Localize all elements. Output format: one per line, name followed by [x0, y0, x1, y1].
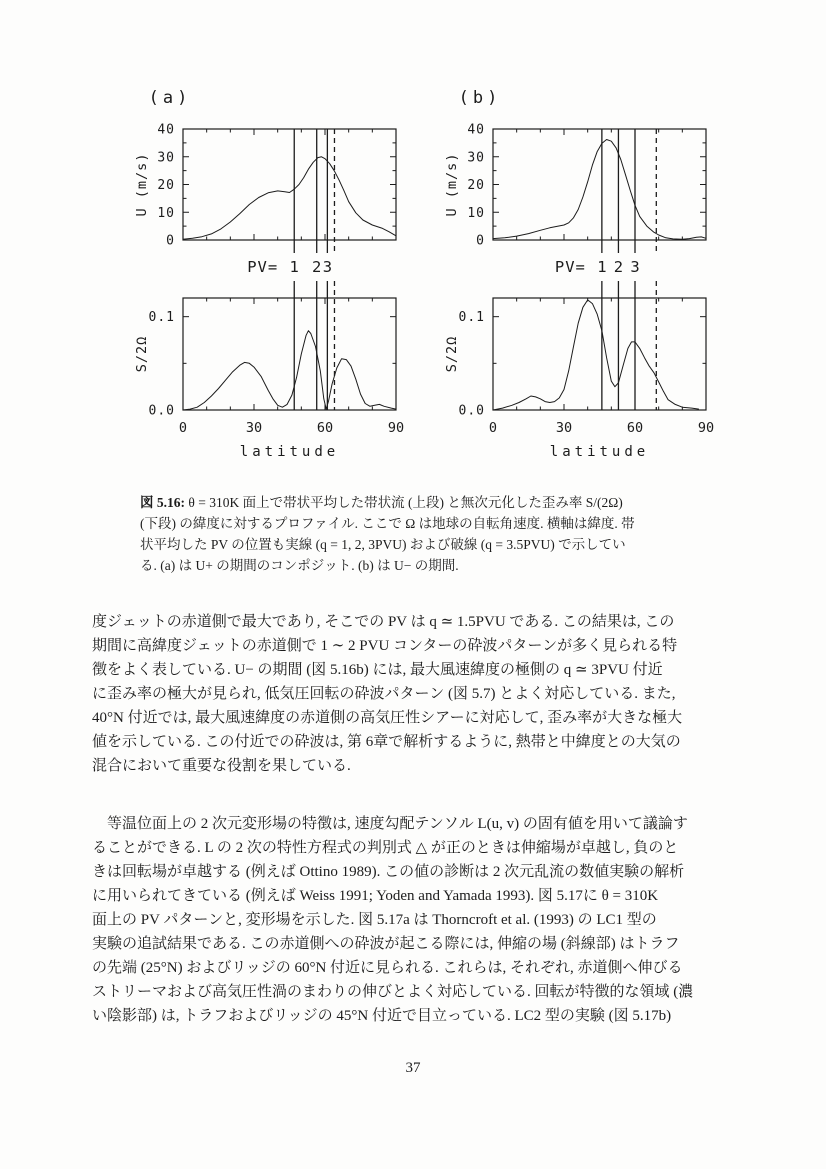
y-tick-label: 30 [467, 150, 485, 166]
pv-prefix-label: PV= [554, 258, 586, 276]
profile-curve [183, 157, 396, 239]
lower-plot-strain [444, 298, 714, 460]
panel-b-plot [438, 85, 748, 467]
caption-line: 状平均した PV の位置も実線 (q = 1, 2, 3PVU) および破線 (q = 3.5PVU) で示してい [140, 537, 626, 552]
y-tick-label: 20 [157, 178, 175, 193]
caption-line: (下段) の緯度に対するプロファイル. ここで Ω は地球の自転角速度. 横軸は緯度. 帯 [140, 516, 635, 531]
panel-a-plot [128, 85, 438, 467]
body-line: 実験の追試結果である. この赤道側への砕波が起こる際には, 伸縮の場 (斜線部) はトラフ [92, 936, 680, 952]
body-line: 期間に高緯度ジェットの赤道側で 1 ∼ 2 PVU コンターの砕波パターンが多く見られる特 [92, 638, 678, 654]
y-axis-title: S/2Ω [134, 335, 150, 373]
plot-frame [183, 298, 396, 410]
body-line: 面上の PV パターンと, 変形場を示した. 図 5.17a は Thorncroft et al. (1993) の LC1 型の [92, 912, 657, 928]
body-line: に用いられてきている (例えば Weiss 1991; Yoden and Yamada 1993). 図 5.17に θ = 310K [92, 888, 659, 904]
pv-contour-label: 3 [322, 258, 333, 276]
figure-caption [140, 492, 725, 576]
x-tick-label: 60 [316, 420, 334, 436]
body-paragraph-1 [92, 610, 742, 778]
y-axis-title: S/2Ω [444, 335, 460, 373]
x-tick-label: 90 [697, 420, 715, 436]
profile-curve [183, 331, 396, 410]
page-number: 37 [405, 1060, 421, 1076]
pv-reference-lines [602, 129, 656, 410]
y-tick-label: 30 [157, 150, 175, 166]
y-tick-label: 40 [467, 122, 485, 138]
body-line: ストリーマおよび高気圧性渦のまわりの伸びとよく対応している. 回転が特徴的な領域 (濃 [92, 984, 694, 1000]
pv-contour-label: 1 [597, 258, 607, 276]
profile-curve [493, 140, 706, 240]
lower-plot-strain [134, 298, 404, 460]
panel-label: (b) [458, 88, 502, 108]
panel-label: (a) [148, 88, 192, 108]
x-axis-title: latitude [239, 444, 340, 460]
body-line: い陰影部) は, トラフおよびリッジの 45°N 付近で目立っている. LC2 型の実験 (図 5.17b) [92, 1008, 672, 1024]
profile-curve [493, 300, 699, 410]
caption-text: θ = 310K 面上で帯状平均した帯状流 (上段) と無次元化した歪み率 S/(2Ω) [185, 495, 623, 510]
y-tick-label: 0.1 [148, 310, 175, 326]
pv-prefix-label: PV= [247, 258, 279, 276]
body-line: に歪み率の極大が見られ, 低気圧回転の砕波パターン (図 5.7) とよく対応している. また, [92, 686, 676, 702]
pv-contour-label: 1 [289, 258, 299, 276]
figure-panel-b [438, 85, 748, 472]
body-line: 等温位面上の 2 次元変形場の特徴は, 速度勾配テンソル L(u, v) の固有値を用いて議論す [92, 816, 688, 832]
y-axis-title: U (m/s) [444, 152, 460, 217]
caption-line [140, 492, 725, 513]
y-tick-label: 0.0 [458, 403, 485, 419]
y-tick-label: 0 [166, 233, 175, 249]
body-line: きは回転場が卓越する (例えば Ottino 1989). この値の診断は 2 次元乱流の数値実験の解析 [92, 864, 685, 880]
y-axis-title: U (m/s) [134, 152, 150, 217]
plot-frame [493, 129, 706, 240]
body-line: 徴をよく表している. U− の期間 (図 5.16b) には, 最大風速緯度の極側の q ≃ 3PVU 付近 [92, 662, 663, 678]
upper-plot-u [444, 123, 706, 249]
figure-panel-a [128, 85, 438, 472]
body-line: 値を示している. この付近での砕波は, 第 6章で解析するように, 熱帯と中緯度との大気の [92, 734, 681, 750]
upper-plot-u [134, 123, 396, 249]
body-line: 度ジェットの赤道側で最大であり, そこでの PV は q ≃ 1.5PVU である. この結果は, この [92, 614, 675, 630]
pv-contour-label: 2 [613, 258, 624, 276]
y-tick-label: 40 [157, 122, 175, 138]
body-line: 40°N 付近では, 最大風速緯度の赤道側の高気圧性シアーに対応して, 歪み率が大きな極大 [92, 710, 683, 726]
y-tick-label: 20 [467, 178, 485, 193]
body-line: ることができる. L の 2 次の特性方程式の判別式 △ が正のときは伸縮場が卓越し, 負のと [92, 840, 679, 856]
x-tick-label: 60 [626, 420, 644, 436]
y-tick-label: 0 [476, 233, 485, 249]
y-tick-label: 10 [467, 205, 485, 221]
y-tick-label: 0.0 [148, 403, 175, 419]
x-tick-label: 0 [178, 420, 188, 436]
figure-number: 図 5.16: [140, 495, 185, 510]
body-paragraph-2 [92, 812, 742, 1028]
plot-frame [183, 129, 396, 240]
x-tick-label: 90 [387, 420, 405, 436]
x-axis-title: latitude [549, 444, 650, 460]
x-tick-label: 0 [488, 420, 498, 436]
body-line: 混合において重要な役割を果している. [92, 758, 351, 774]
x-tick-label: 30 [245, 420, 263, 436]
y-tick-label: 10 [157, 205, 175, 221]
body-line: の先端 (25°N) およびリッジの 60°N 付近に見られる. これらは, それぞれ, 赤道側へ伸びる [92, 960, 683, 976]
caption-line: る. (a) は U+ の期間のコンポジット. (b) は U− の期間. [140, 558, 459, 573]
x-tick-label: 30 [555, 420, 573, 436]
pv-contour-label: 3 [630, 258, 640, 276]
plot-frame [493, 298, 706, 410]
y-tick-label: 0.1 [458, 310, 485, 326]
pv-contour-label: 2 [312, 258, 322, 276]
caption-lines [140, 513, 725, 576]
